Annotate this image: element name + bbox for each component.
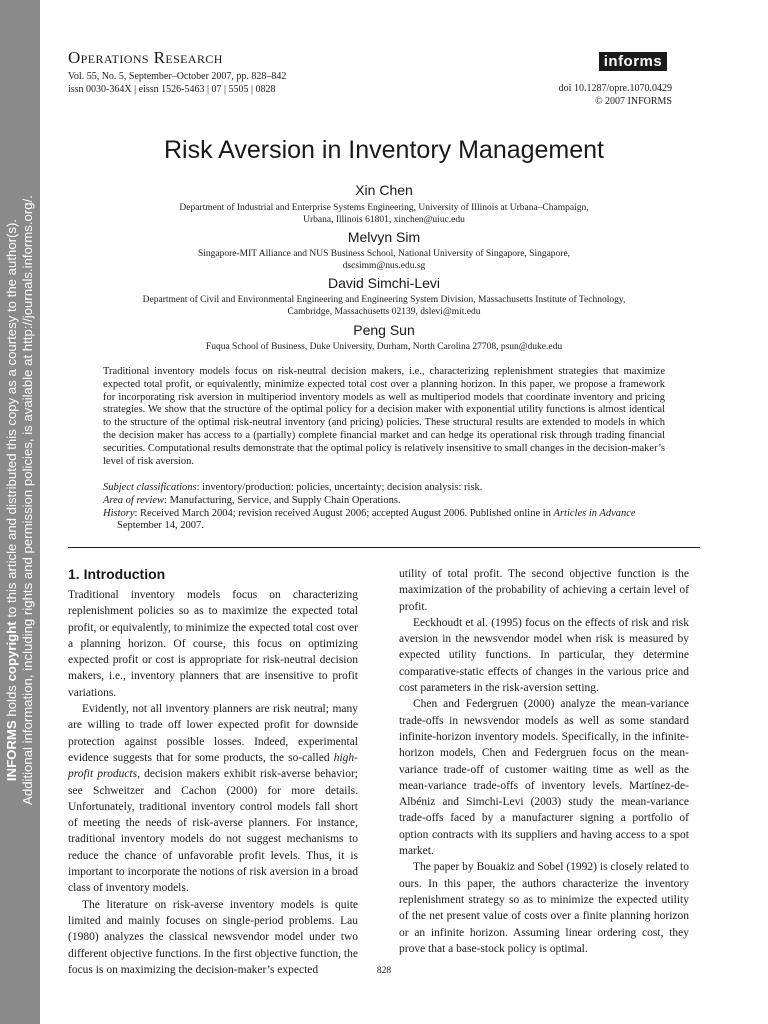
volume-line: Vol. 55, No. 5, September–October 2007, pp. 828–842: [68, 71, 287, 82]
paragraph: Eeckhoudt et al. (1995) focus on the effects of risk and risk aversion in the newsvendor model when risk is measured by expected utility functions. In particular, they determine comparative-static effects of changes in the various price and cost parameters in the risk-aversion setting.: [399, 616, 689, 695]
left-column: [68, 587, 358, 978]
informs-logo-text: informs: [599, 52, 668, 71]
paragraph: Traditional inventory models focus on characterizing replenishment policies so as to maximize the expected total profit, or equivalently, to minimize the expected total cost over a planning horizon. Of course, this focus on optimizing expected profit or cost is appropriate for risk-neutral decision makers, i.e., inventory planners that are insensitive to profit variations.: [68, 589, 358, 699]
subject-classifications: Subject classifications: inventory/production: policies, uncertainty; decision analysis: risk.: [103, 482, 483, 493]
article-title: Risk Aversion in Inventory Management: [163, 136, 605, 164]
paragraph: The literature on risk-averse inventory models is quite limited and mainly focuses on single-period problems. Lau (1980) analyzes the classical newsvendor model under two different objective functions. In the first objective function, the focus is on maximizing the decision-maker’s expected: [68, 898, 358, 976]
author-affiliation: Department of Civil and Environmental Engineering and Engineering System Division, Massachusetts Institute of Technology, Cambridge, Massachusetts 02139, dslevi@mit.edu: [142, 295, 626, 317]
author-name: Xin Chen: [355, 182, 413, 198]
doi-block: [559, 82, 672, 108]
copyright-line-2: Additional information, including rights and permission policies, is available at http://journals.informs.org/.: [20, 195, 35, 805]
doi-line: doi 10.1287/opre.1070.0429: [558, 83, 672, 94]
copyright-notice: [4, 0, 36, 1000]
author-name: Melvyn Sim: [347, 229, 421, 245]
paragraph: The paper by Bouakiz and Sobel (1992) is closely related to ours. In this paper, the authors characterize the inventory replenishment strategy so as to minimize the expected utility of the net present value of costs over a finite planning horizon or an infinite horizon. Assuming linear ordering cost, they prove that a base-stock policy is optimal.: [399, 861, 689, 955]
author-name: David Simchi-Levi: [327, 275, 441, 291]
issn-line: issn 0030-364X | eissn 1526-5463 | 07 | 5505 | 0828: [68, 84, 276, 95]
section-divider: [68, 547, 700, 548]
informs-brand: INFORMS: [4, 720, 19, 782]
journal-meta: [68, 70, 286, 96]
copyright-sidebar: [0, 0, 40, 1024]
area-of-review: Area of review: Manufacturing, Service, and Supply Chain Operations.: [103, 494, 401, 506]
author-affiliation: Singapore-MIT Alliance and NUS Business School, National University of Singapore, Singapore, dscsimm@nus.edu.sg: [197, 249, 571, 271]
paragraph: utility of total profit. The second objective function is the maximization of the probability of achieving a certain level of profit.: [399, 568, 689, 613]
paragraph: Evidently, not all inventory planners are risk neutral; many are willing to trade off lower expected profit for downside protection against possible losses. Indeed, experimental evidence suggests that for some products, the so-called high-profit products, decision makers exhibit risk-averse behavior; see Schweitzer and Cachon (2000) for more details. Unfortunately, traditional inventory control models fall short of meeting the needs of risk-averse planners. For instance, traditional inventory models do not suggest mechanisms to reduce the chance of unfavorable profit levels. Thus, it is important to incorporate the notions of risk aversion in a broad class of inventory models.: [68, 703, 359, 895]
right-column: [399, 566, 689, 957]
abstract: Traditional inventory models focus on risk-neutral decision makers, i.e., characterizing replenishment strategies that maximize expected total profit, or equivalently, minimize expected total cost over a planning horizon. In this paper, we propose a framework for incorporating risk aversion in multiperiod inventory models as well as multiperiod models that coordinate inventory and pricing strategies. We show that the structure of the optimal policy for a decision maker with exponential utility functions is almost identical to the structure of the optimal risk-neutral inventory (and pricing) policies. These structural results are extended to models in which the decision maker has access to a (partially) complete financial market and can hedge its operational risk through trading financial securities. Computational results demonstrate that the optimal policy is relatively insensitive to small changes in the decision-maker’s level of risk aversion.: [103, 366, 665, 467]
author-affiliation: Fuqua School of Business, Duke University, Durham, North Carolina 27708, psun@duke.edu: [205, 342, 563, 352]
history: History: Received March 2004; revision received August 2006; accepted August 2006. Published online in Articles in Advance September 14, 2007.: [103, 507, 636, 532]
page-number: 828: [376, 966, 392, 976]
section-heading: 1. Introduction: [68, 566, 166, 582]
keywords-block: [103, 482, 665, 533]
paragraph: Chen and Federgruen (2000) analyze the mean-variance trade-offs in newsvendor models as well as some standard infinite-horizon inventory models. Specifically, in the infinite-horizon models, Chen and Federgruen focus on the mean-variance trade-off of customer waiting time as well as the mean-variance trade-offs of inventory levels. Martínez-de-Albéniz and Simchi-Levi (2003) study the mean-variance trade-offs faced by a manufacturer signing a portfolio of option contracts with its suppliers and having access to a spot market.: [399, 698, 689, 858]
journal-name: Operations Research: [68, 48, 223, 67]
author-name: Peng Sun: [353, 322, 415, 338]
informs-logo: [594, 50, 672, 72]
copyright-line-1: INFORMS holds copyright to this article and distributed this copy as a courtesy to the author(s).: [4, 218, 19, 782]
copyright-line: © 2007 INFORMS: [594, 96, 672, 107]
author-affiliation: Department of Industrial and Enterprise Systems Engineering, University of Illinois at Urbana–Champaign, Urbana, Illinois 61801, xinchen@uiuc.edu: [179, 203, 589, 225]
